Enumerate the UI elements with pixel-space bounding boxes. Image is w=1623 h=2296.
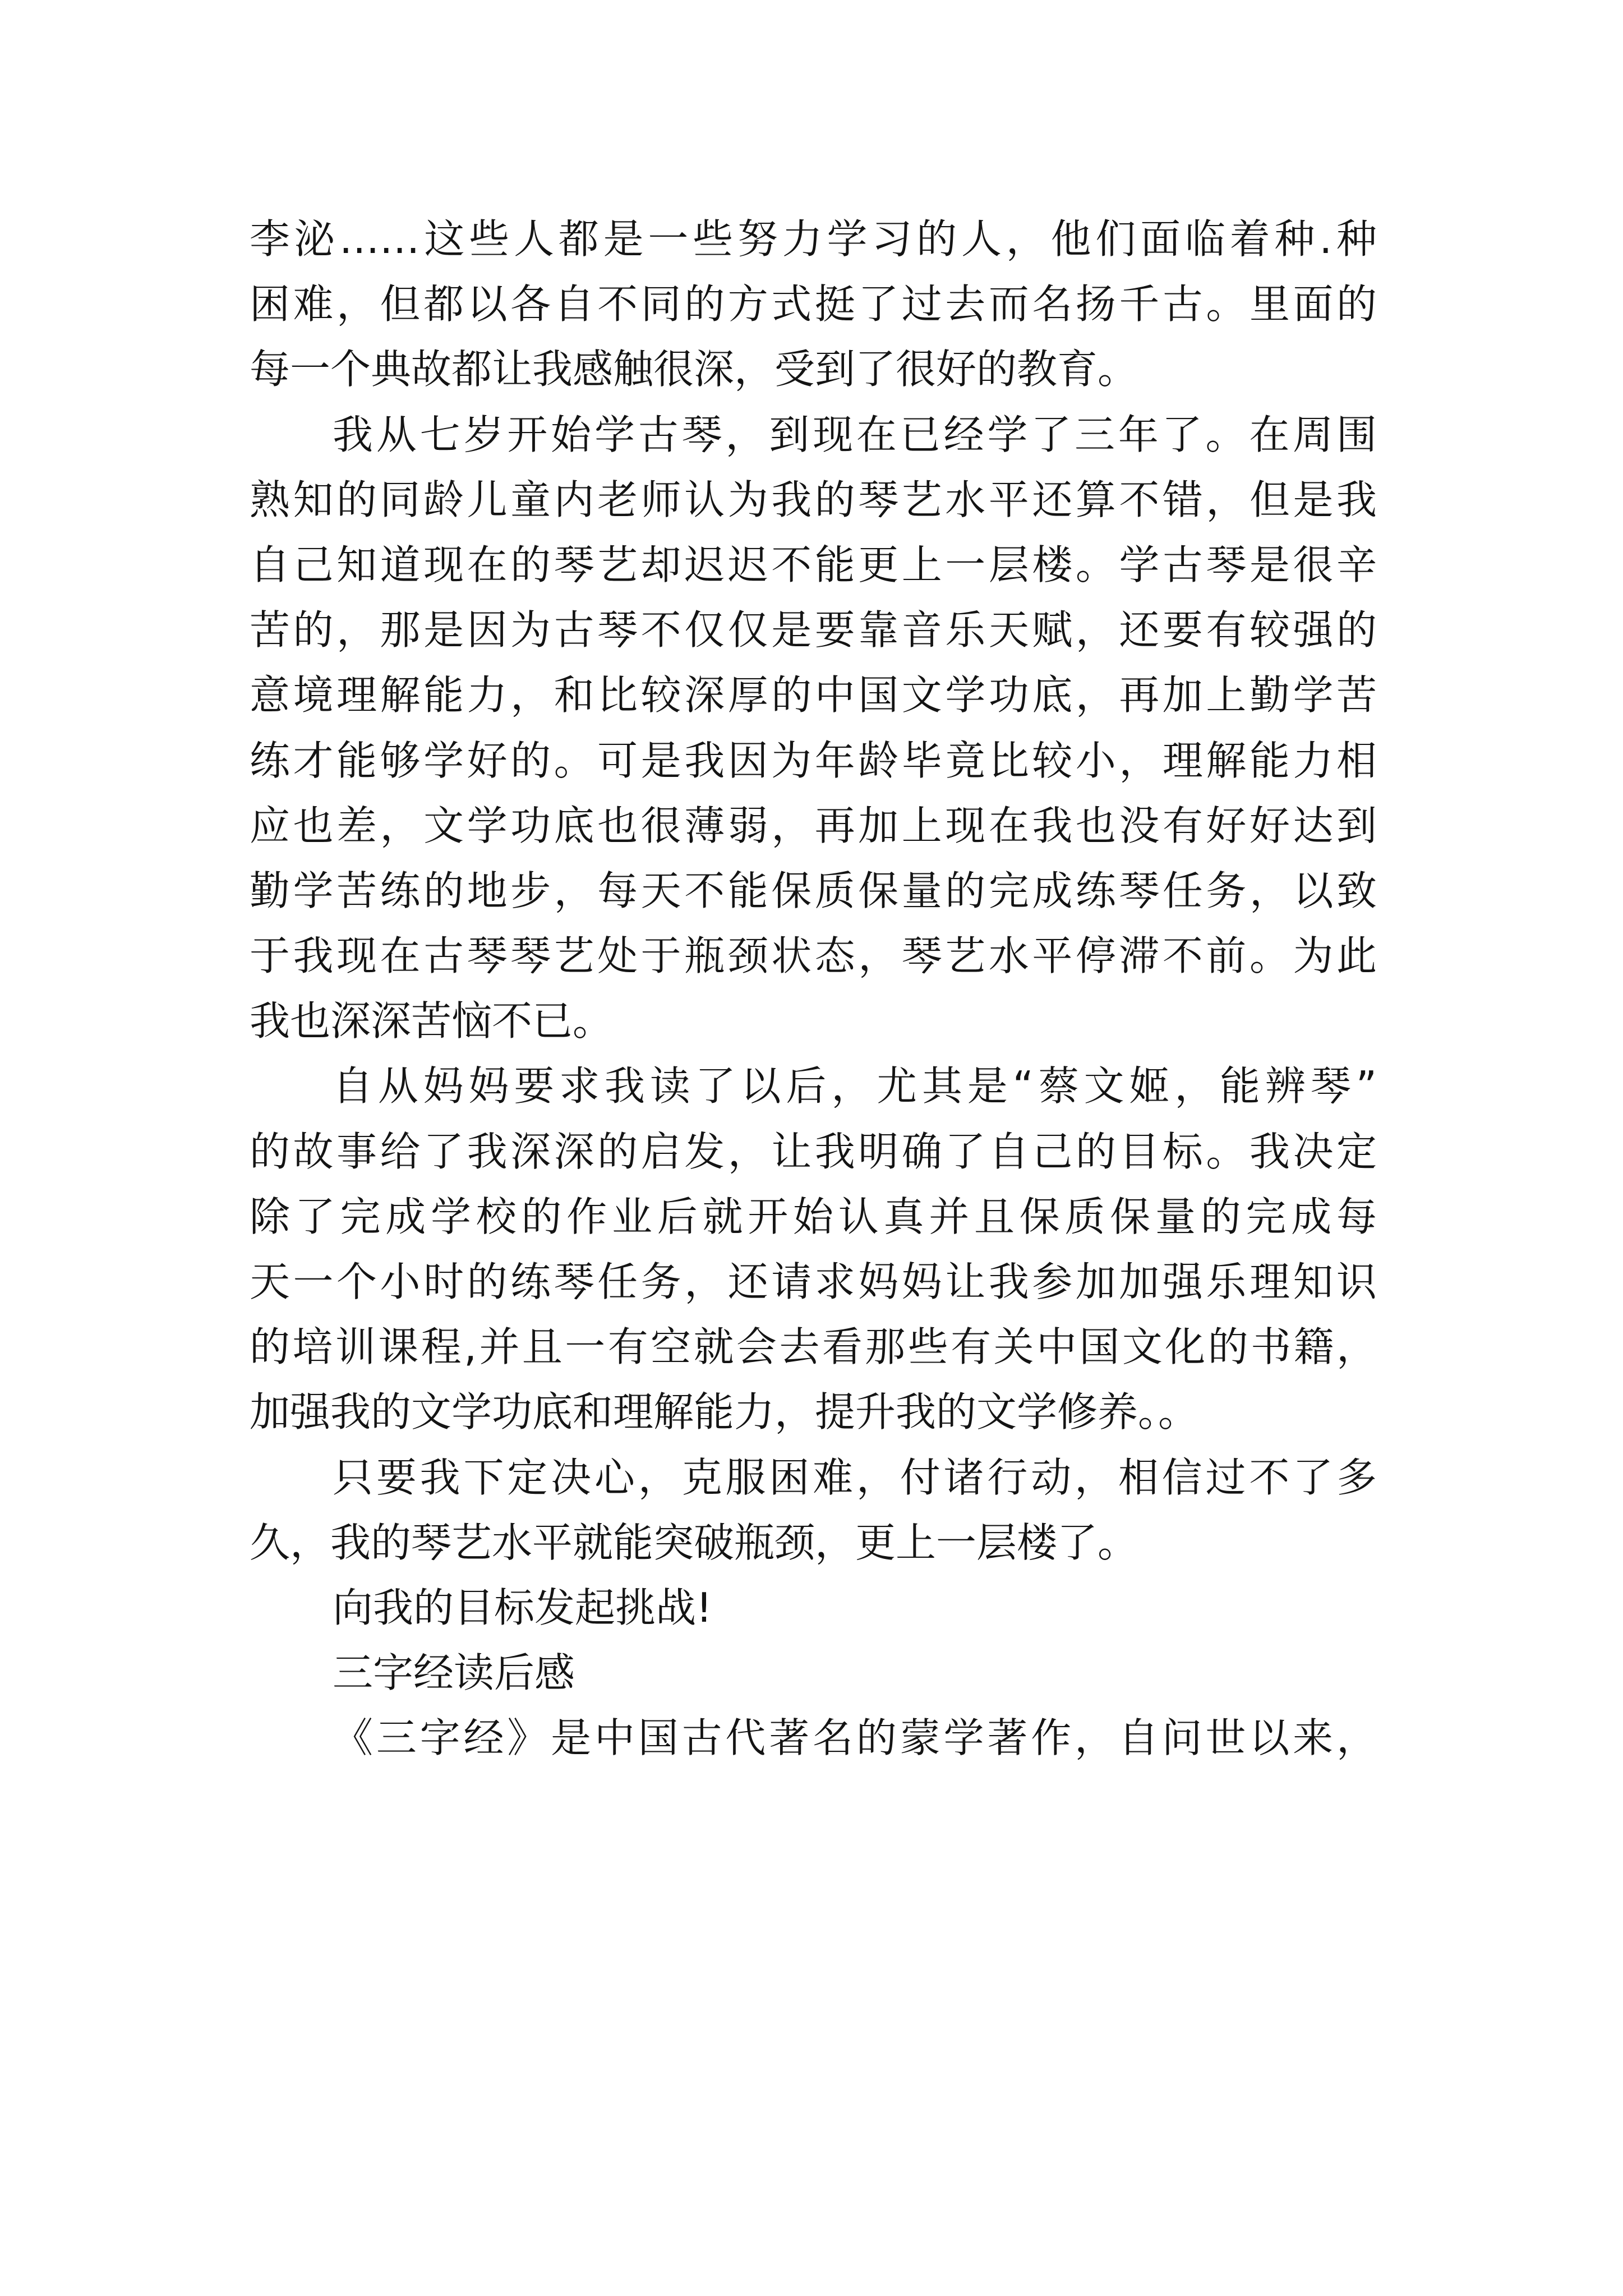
text-line: 意境理解能力，和比较深厚的中国文学功底，再加上勤学苦 — [250, 671, 1377, 719]
text-line: 除了完成学校的作业后就开始认真并且保质保量的完成每 — [250, 1193, 1377, 1240]
text-line: 的故事给了我深深的启发，让我明确了自己的目标。我决定 — [250, 1128, 1377, 1175]
text-line: 久，我的琴艺水平就能突破瓶颈，更上一层楼了。 — [250, 1519, 1138, 1566]
text-line: 练才能够学好的。可是我因为年龄毕竟比较小，理解能力相 — [250, 737, 1377, 784]
text-line: 困难，但都以各自不同的方式挺了过去而名扬千古。里面的 — [250, 280, 1377, 328]
text-line: 苦的，那是因为古琴不仅仅是要靠音乐天赋，还要有较强的 — [250, 606, 1377, 654]
text-line: 自己知道现在的琴艺却迟迟不能更上一层楼。学古琴是很辛 — [250, 541, 1377, 588]
text-line: 自从妈妈要求我读了以后，尤其是“蔡文姬，能辨琴” — [333, 1062, 1377, 1110]
text-line: 向我的目标发起挑战! — [333, 1584, 712, 1631]
text-line: 只要我下定决心，克服困难，付诸行动，相信过不了多 — [333, 1453, 1377, 1501]
text-line: 的培训课程,并且一有空就会去看那些有关中国文化的书籍， — [250, 1323, 1377, 1371]
body-text — [250, 206, 1377, 1771]
text-line: 李泌……这些人都是一些努力学习的人，他们面临着种.种 — [250, 215, 1377, 263]
text-line: 加强我的文学功底和理解能力，提升我的文学修养。。 — [250, 1388, 1199, 1436]
text-line: 我也深深苦恼不已。 — [250, 997, 614, 1045]
text-line: 于我现在古琴琴艺处于瓶颈状态，琴艺水平停滞不前。为此 — [250, 932, 1377, 980]
text-line: 我从七岁开始学古琴，到现在已经学了三年了。在周围 — [333, 411, 1377, 458]
text-line: 应也差，文学功底也很薄弱，再加上现在我也没有好好达到 — [250, 802, 1377, 849]
text-line: 熟知的同龄儿童内老师认为我的琴艺水平还算不错，但是我 — [250, 476, 1377, 523]
section-title: 三字经读后感 — [333, 1649, 575, 1697]
text-line: 勤学苦练的地步，每天不能保质保量的完成练琴任务，以致 — [250, 867, 1377, 914]
text-line: 每一个典故都让我感触很深，受到了很好的教育。 — [250, 346, 1138, 393]
text-line: 《三字经》是中国古代著名的蒙学著作，自问世以来， — [333, 1714, 1377, 1762]
text-line: 天一个小时的练琴任务，还请求妈妈让我参加加强乐理知识 — [250, 1258, 1377, 1305]
